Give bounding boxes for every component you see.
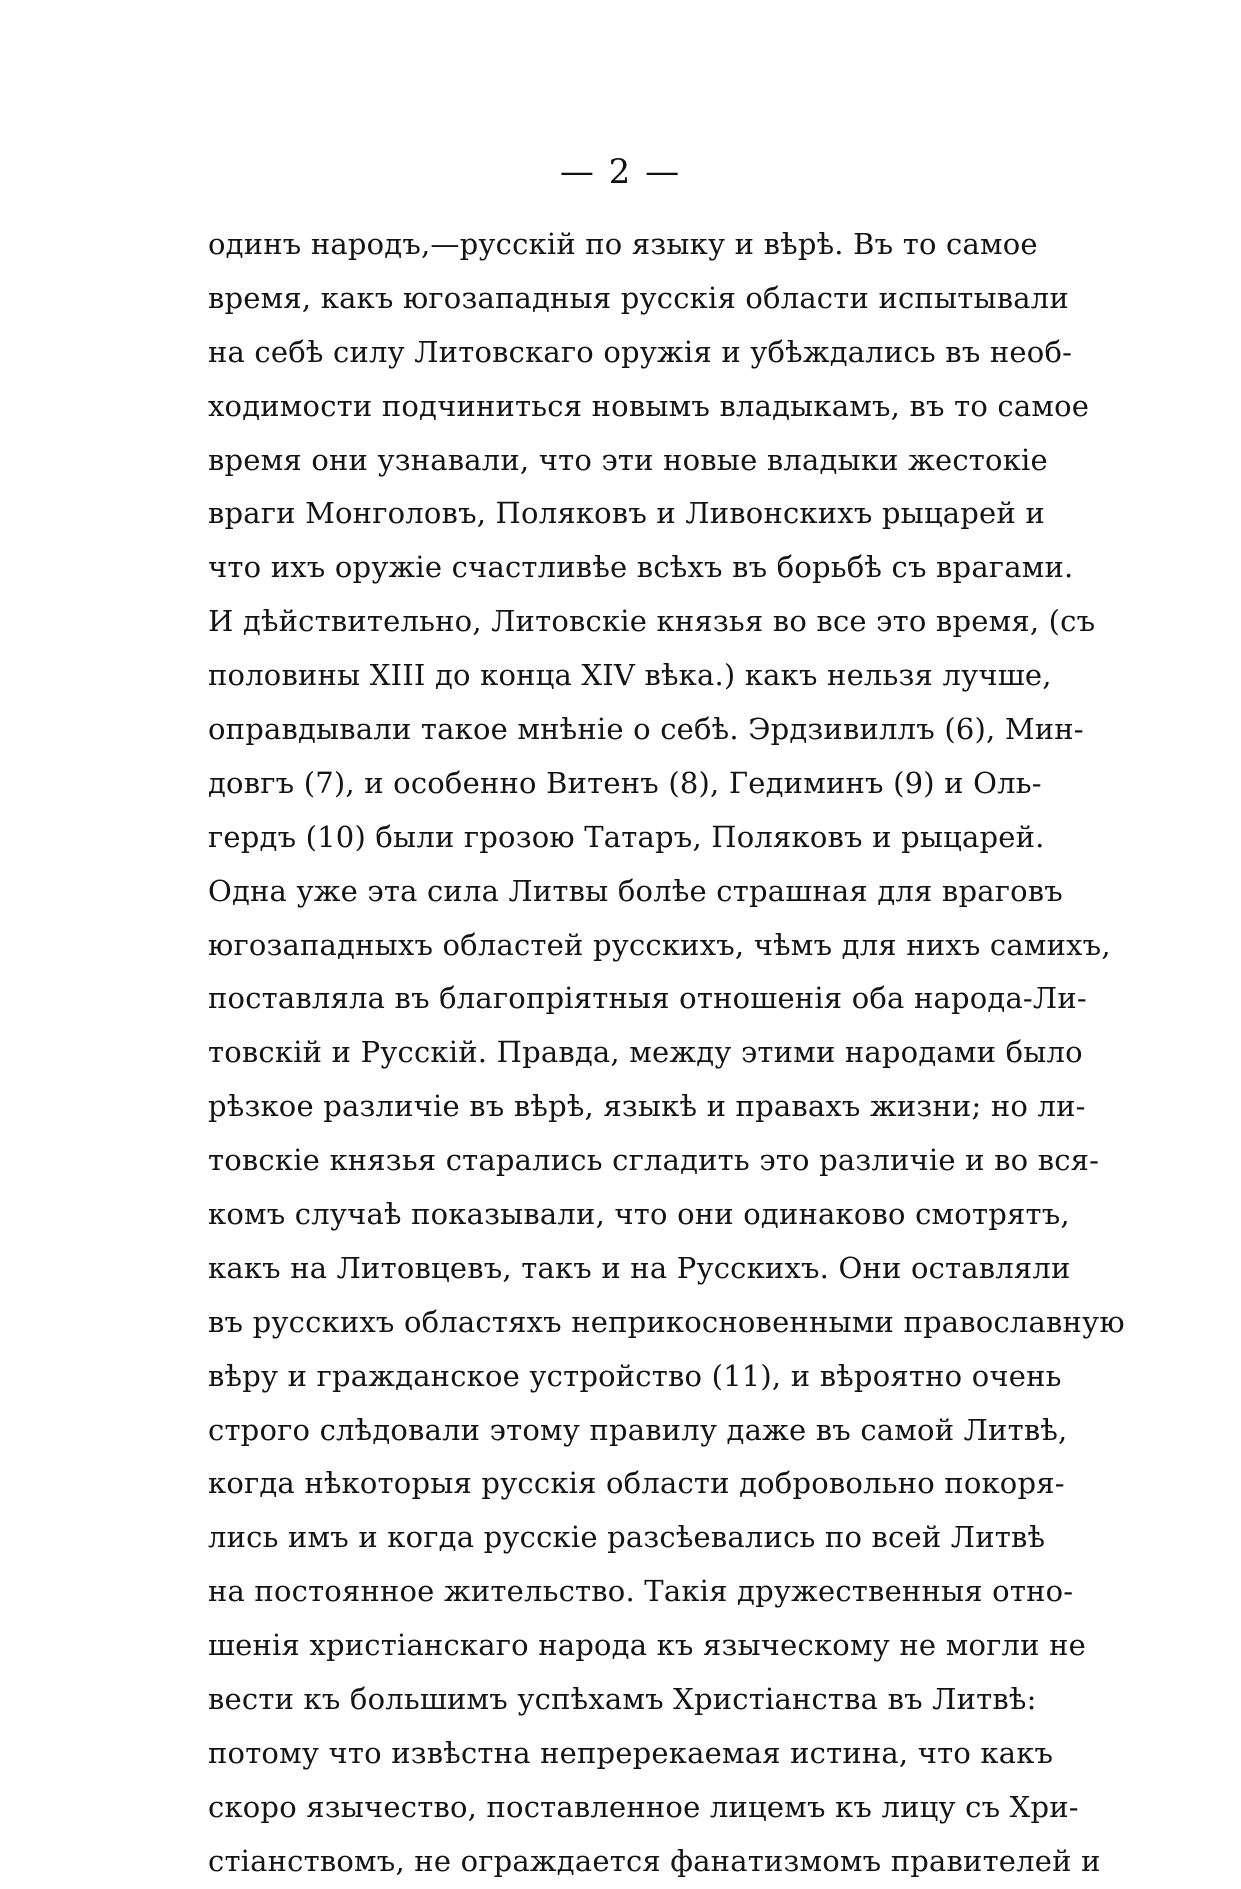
- text-line: югозападныхъ областей русскихъ, чѣмъ для нихъ самихъ,: [208, 927, 1111, 962]
- text-line: въ русскихъ областяхъ неприкосновенными православную: [208, 1304, 1125, 1339]
- text-line: комъ случаѣ показывали, что они одинаково смотрятъ,: [208, 1197, 1070, 1232]
- text-line: скоро язычество, поставленное лицемъ къ лицу съ Хри-: [208, 1789, 1079, 1824]
- page-number: — 2 —: [559, 152, 682, 192]
- text-line: ходимости подчиниться новымъ владыкамъ, въ то самое: [208, 388, 1090, 423]
- text-line: довгъ (7), и особенно Витенъ (8), Гедиминъ (9) и Оль-: [208, 765, 1042, 800]
- text-line: на себѣ силу Литовскаго оружія и убѣждались въ необ-: [208, 334, 1073, 369]
- text-line: время, какъ югозападныя русскія области испытывали: [208, 280, 1069, 315]
- text-line: когда нѣкоторыя русскія области добровольно покоря-: [208, 1466, 1065, 1501]
- text-line: вѣру и гражданское устройство (11), и вѣроятно очень: [208, 1358, 1062, 1393]
- text-line: что ихъ оружіе счастливѣе всѣхъ въ борьбѣ съ врагами.: [208, 550, 1074, 585]
- text-line: одинъ народъ,—русскій по языку и вѣрѣ. Въ то самое: [208, 227, 1038, 261]
- text-line: товскій и Русскій. Правда, между этими народами было: [208, 1035, 1083, 1070]
- text-line: товскіе князья старались сгладить это различіе и во вся-: [208, 1143, 1100, 1178]
- text-line: на постоянное жительство. Такія дружественныя отно-: [208, 1574, 1074, 1609]
- text-line: строго слѣдовали этому правилу даже въ самой Литвѣ,: [208, 1412, 1068, 1447]
- text-line: время они узнавали, что эти новые владыки жестокіе: [208, 442, 1048, 477]
- text-line: стіанствомъ, не ограждается фанатизмомъ правителей и: [208, 1843, 1101, 1878]
- text-line: половины XIII до конца XIV вѣка.) какъ нельзя лучше,: [208, 658, 1052, 693]
- body-text: [208, 218, 1125, 1889]
- text-line: вести къ большимъ успѣхамъ Христіанства въ Литвѣ:: [208, 1682, 1037, 1717]
- text-line: поставляла въ благопріятныя отношенія оба народа-Ли-: [208, 981, 1087, 1016]
- text-line: рѣзкое различіе въ вѣрѣ, языкѣ и правахъ жизни; но ли-: [208, 1089, 1086, 1124]
- text-line: шенія христіанскаго народа къ языческому не могли не: [208, 1628, 1086, 1663]
- text-line: лись имъ и когда русскіе разсѣевались по всей Литвѣ: [208, 1520, 1046, 1555]
- text-line: гердъ (10) были грозою Татаръ, Поляковъ и рыцарей.: [208, 819, 1045, 854]
- text-line: Одна уже эта сила Литвы болѣе страшная для враговъ: [208, 873, 1063, 908]
- text-line: И дѣйствительно, Литовскіе князья во все это время, (съ: [208, 604, 1096, 639]
- text-line: какъ на Литовцевъ, такъ и на Русскихъ. Они оставляли: [208, 1250, 1071, 1285]
- text-line: оправдывали такое мнѣніе о себѣ. Эрдзивиллъ (6), Мин-: [208, 712, 1084, 747]
- text-line: потому что извѣстна непререкаемая истина, что какъ: [208, 1735, 1054, 1770]
- text-line: враги Монголовъ, Поляковъ и Ливонскихъ рыцарей и: [208, 496, 1045, 531]
